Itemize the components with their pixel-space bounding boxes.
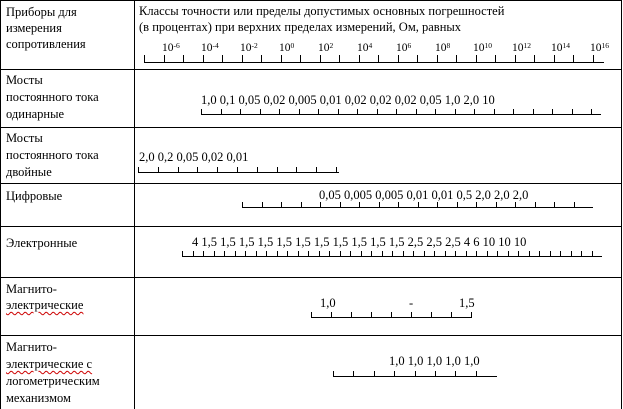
header-col1-line2: измерения — [6, 21, 62, 35]
row-tick — [301, 202, 302, 208]
row-tick — [476, 371, 477, 377]
row-tick — [476, 251, 477, 257]
row-divider — [0, 127, 622, 128]
row-tick — [457, 202, 458, 208]
row-tick — [377, 109, 378, 115]
row-tick — [518, 251, 519, 257]
scale-label: $10^{16}$ — [590, 41, 609, 54]
scale-label: $10^{12}$ — [512, 41, 531, 54]
row-tick — [455, 251, 456, 257]
scale-tick — [437, 55, 438, 62]
row-tick — [329, 251, 330, 257]
row5-label-line2: электрические — [6, 298, 84, 312]
header-col1-line1: Приборы для — [6, 5, 77, 19]
row-tick — [466, 251, 467, 257]
scale-tick — [281, 55, 282, 62]
row-tick — [318, 109, 319, 115]
scale-axis — [144, 62, 604, 63]
row-tick — [353, 371, 354, 377]
column-divider — [134, 0, 135, 409]
row-tick — [379, 202, 380, 208]
row-tick — [391, 312, 392, 318]
row-tick — [158, 167, 159, 173]
row-tick — [340, 251, 341, 257]
row6-label-line3: логометрическим — [6, 374, 100, 388]
row-tick — [424, 251, 425, 257]
row-divider — [0, 69, 622, 70]
scale-label: $10^4$ — [357, 41, 373, 54]
scale-tick — [593, 55, 594, 62]
scale-tick — [144, 55, 145, 62]
scale-tick — [573, 55, 574, 62]
row5-value-right: 1,5 — [459, 296, 475, 310]
row-tick — [235, 251, 236, 257]
row-tick — [351, 312, 352, 318]
scale-tick — [261, 55, 262, 62]
row-tick — [539, 251, 540, 257]
row-tick — [371, 251, 372, 257]
row2-range-line — [138, 172, 339, 173]
scale-label: $10^{14}$ — [551, 41, 570, 54]
row-tick — [350, 251, 351, 257]
row-tick — [221, 109, 222, 115]
scale-tick — [378, 55, 379, 62]
row-tick — [411, 312, 412, 318]
scale-label: $10^0$ — [279, 41, 295, 54]
row-tick — [333, 371, 334, 377]
scale-tick — [515, 55, 516, 62]
row-divider — [0, 226, 622, 227]
row-tick — [435, 371, 436, 377]
scale-tick — [242, 55, 243, 62]
row-tick — [416, 109, 417, 115]
row1-label-line1: Мосты — [6, 73, 43, 87]
row-tick — [242, 202, 243, 208]
row-tick — [572, 109, 573, 115]
row-tick — [515, 202, 516, 208]
row-tick — [237, 167, 238, 173]
row-tick — [214, 251, 215, 257]
scale-label: $10^{-4}$ — [201, 41, 219, 54]
row1-label-line2: постоянного тока — [6, 90, 99, 104]
scale-label: $10^{-6}$ — [162, 41, 180, 54]
row-tick — [554, 202, 555, 208]
row-tick — [361, 251, 362, 257]
row-tick — [474, 109, 475, 115]
row-tick — [279, 109, 280, 115]
scale-tick — [359, 55, 360, 62]
scale-label: $10^{10}$ — [473, 41, 492, 54]
row-divider — [0, 183, 622, 184]
row-divider — [0, 335, 622, 336]
scale-label: $10^6$ — [396, 41, 412, 54]
scale-tick — [203, 55, 204, 62]
row6-label-line2: электрические с — [6, 357, 93, 371]
row-tick — [455, 109, 456, 115]
row-tick — [413, 251, 414, 257]
scale-tick — [320, 55, 321, 62]
row-tick — [316, 167, 317, 173]
table-border-right — [621, 0, 622, 409]
row1-label-line3: одинарные — [6, 107, 65, 121]
row2-label-line1: Мосты — [6, 131, 43, 145]
row-tick — [496, 202, 497, 208]
row-tick — [581, 251, 582, 257]
row-tick — [193, 251, 194, 257]
row-tick — [277, 167, 278, 173]
row-tick — [320, 202, 321, 208]
row-tick — [296, 167, 297, 173]
row-tick — [455, 371, 456, 377]
row-tick — [359, 202, 360, 208]
row6-label-line1: Магнито- — [6, 340, 57, 354]
row5-value-left: 1,0 — [320, 296, 336, 310]
row6-values: 1,0 1,0 1,0 1,0 1,0 — [389, 354, 480, 368]
row-tick — [592, 251, 593, 257]
row-tick — [178, 167, 179, 173]
row2-label-line3: двойные — [6, 165, 52, 179]
row-tick — [260, 109, 261, 115]
row-tick — [418, 202, 419, 208]
row-tick — [138, 167, 139, 173]
scale-tick — [398, 55, 399, 62]
scale-tick — [164, 55, 165, 62]
row-tick — [197, 167, 198, 173]
row4-label: Электронные — [6, 236, 78, 250]
row-tick — [201, 109, 202, 115]
row-tick — [494, 109, 495, 115]
row2-values: 2,0 0,2 0,05 0,02 0,01 — [139, 150, 249, 164]
row-tick — [299, 109, 300, 115]
row-tick — [240, 109, 241, 115]
row-tick — [262, 202, 263, 208]
row-tick — [311, 312, 312, 318]
row4-values: 4 1,5 1,5 1,5 1,5 1,5 1,5 1,5 1,5 1,5 1,5 1,5 2,5 2,5 2,5 4 6 10 10 10 — [192, 235, 527, 249]
scale-tick — [300, 55, 301, 62]
row-tick — [336, 167, 337, 173]
row5-value-mid: - — [409, 296, 414, 310]
row-tick — [374, 371, 375, 377]
scale-label: $10^8$ — [435, 41, 451, 54]
row-tick — [403, 251, 404, 257]
row-tick — [533, 109, 534, 115]
scale-tick — [417, 55, 418, 62]
row-tick — [476, 202, 477, 208]
scale-tick — [534, 55, 535, 62]
row-tick — [277, 251, 278, 257]
row-tick — [437, 202, 438, 208]
row-tick — [415, 371, 416, 377]
row-tick — [451, 312, 452, 318]
row-tick — [371, 312, 372, 318]
header-col2-line2: (в процентах) при верхних пределах измерений, Ом, равных — [139, 20, 462, 34]
row-tick — [182, 251, 183, 257]
row-tick — [560, 251, 561, 257]
row-tick — [435, 109, 436, 115]
row-tick — [508, 251, 509, 257]
row2-label-line2: постоянного тока — [6, 148, 99, 162]
header-col1-line3: сопротивления — [6, 37, 86, 51]
row-tick — [287, 251, 288, 257]
row-tick — [431, 312, 432, 318]
row-tick — [281, 202, 282, 208]
row-tick — [445, 251, 446, 257]
row-tick — [203, 251, 204, 257]
row-tick — [266, 251, 267, 257]
row-tick — [319, 251, 320, 257]
table-border-top — [0, 0, 622, 1]
row-tick — [298, 251, 299, 257]
row-tick — [382, 251, 383, 257]
row-tick — [257, 167, 258, 173]
row-tick — [340, 202, 341, 208]
row3-label: Цифровые — [6, 189, 63, 203]
scale-tick — [495, 55, 496, 62]
row-tick — [338, 109, 339, 115]
row-tick — [552, 109, 553, 115]
row-tick — [396, 109, 397, 115]
row-tick — [591, 109, 592, 115]
row-tick — [331, 312, 332, 318]
row-tick — [398, 202, 399, 208]
row3-values: 0,05 0,005 0,005 0,01 0,01 0,5 2,0 2,0 2,0 — [319, 188, 529, 202]
row5-label-line1: Магнито- — [6, 282, 57, 296]
row1-range-line — [201, 114, 601, 115]
row-tick — [571, 251, 572, 257]
row-divider — [0, 277, 622, 278]
row-tick — [224, 251, 225, 257]
row6-label-line4: механизмом — [6, 391, 71, 405]
scale-tick — [476, 55, 477, 62]
scale-label: $10^{-2}$ — [240, 41, 258, 54]
row-tick — [535, 202, 536, 208]
row-tick — [497, 251, 498, 257]
row-tick — [357, 109, 358, 115]
row-tick — [574, 202, 575, 208]
row-tick — [308, 251, 309, 257]
scale-tick — [339, 55, 340, 62]
scale-tick — [456, 55, 457, 62]
row-tick — [392, 251, 393, 257]
row-tick — [217, 167, 218, 173]
row-tick — [471, 312, 472, 318]
scale-tick — [183, 55, 184, 62]
table-border-left — [0, 0, 1, 409]
header-col2-line1: Классы точности или пределы допустимых основных погрешностей — [139, 4, 505, 18]
row-tick — [245, 251, 246, 257]
row-tick — [394, 371, 395, 377]
scale-tick — [554, 55, 555, 62]
row-tick — [487, 251, 488, 257]
row-tick — [550, 251, 551, 257]
row-tick — [434, 251, 435, 257]
row-tick — [256, 251, 257, 257]
row-tick — [513, 109, 514, 115]
row-tick — [529, 251, 530, 257]
scale-label: $10^2$ — [318, 41, 334, 54]
row1-values: 1,0 0,1 0,05 0,02 0,005 0,01 0,02 0,02 0,02 0,05 1,0 2,0 10 — [201, 93, 495, 107]
scale-tick — [222, 55, 223, 62]
